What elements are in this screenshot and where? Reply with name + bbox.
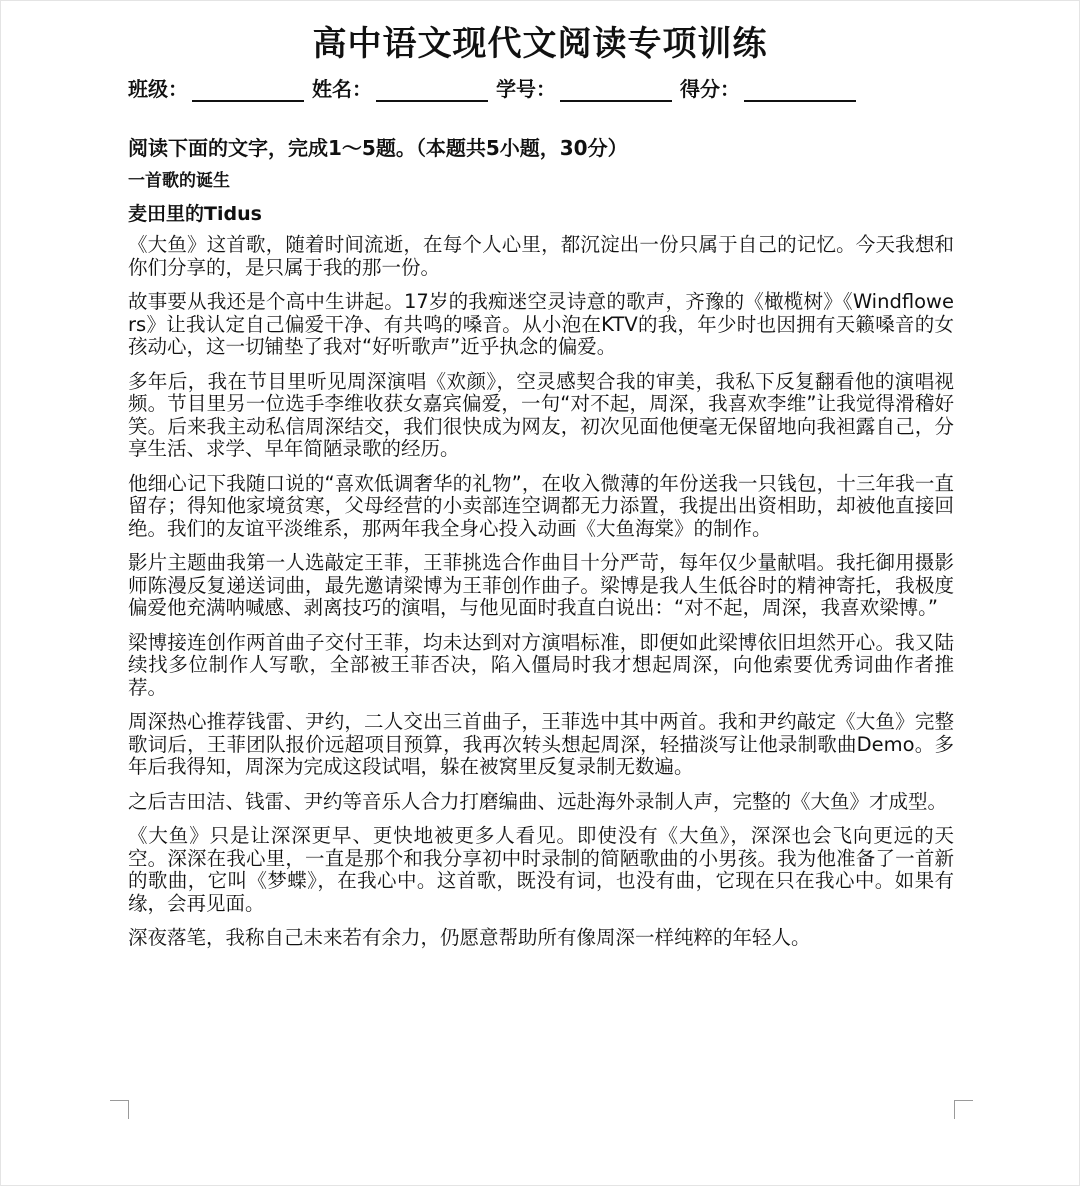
paragraph-4: 他细心记下我随口说的“喜欢低调奢华的礼物”，在收入微薄的年份送我一只钱包，十三年我一直留存；得知他家境贫寒，父母经营的小卖部连空调都无力添置，我提出出资相助，却被他直接回绝。我们的友谊平淡维系，那两年我全身心投入动画《大鱼海棠》的制作。	[128, 471, 954, 540]
paragraph-5: 影片主题曲我第一人选敲定王菲，王菲挑选合作曲目十分严苛，每年仅少量献唱。我托御用摄影师陈漫反复递送词曲，最先邀请梁博为王菲创作曲子。梁博是我人生低谷时的精神寄托，我极度偏爱他充满呐喊感、剥离技巧的演唱，与他见面时我直白说出：“对不起，周深，我喜欢梁博。”	[128, 551, 954, 619]
paragraph-7: 周深热心推荐钱雷、尹约，二人交出三首曲子，王菲选中其中两首。我和尹约敲定《大鱼》完整歌词后，王菲团队报价远超项目预算，我再次转头想起周深，轻描淡写让他录制歌曲Demo。多年后我得知，周深为完成这段试唱，躲在被窝里反复录制无数遍。	[128, 710, 954, 778]
page-corner-mark-right	[954, 1100, 973, 1119]
paragraph-10: 深夜落笔，我称自己未来若有余力，仍愿意帮助所有像周深一样纯粹的年轻人。	[128, 926, 811, 949]
paragraph-1: 《大鱼》这首歌，随着时间流逝，在每个人心里，都沉淀出一份只属于自己的记忆。今天我想和你们分享的，是只属于我的那一份。	[128, 233, 954, 279]
instruction-text: 阅读下面的文字，完成1～5题。（本题共5小题，30分）	[128, 136, 628, 160]
blank-line	[560, 80, 672, 102]
article-title: 一首歌的诞生	[128, 171, 230, 191]
paragraph-9: 《大鱼》只是让深深更早、更快地被更多人看见。即使没有《大鱼》，深深也会飞向更远的天空。深深在我心里，一直是那个和我分享初中时录制的简陋歌曲的小男孩。我为他准备了一首新的歌曲，它叫《梦蝶》，在我心中。这首歌，既没有词，也没有曲，它现在只在我心中。如果有缘，会再见面。	[128, 824, 954, 915]
paragraph-6: 梁博接连创作两首曲子交付王菲，均未达到对方演唱标准，即便如此梁博依旧坦然开心。我又陆续找多位制作人写歌，全部被王菲否决，陷入僵局时我才想起周深，向他索要优秀词曲作者推荐。	[128, 630, 954, 699]
document-body	[128, 134, 954, 962]
info-field-score	[680, 73, 856, 102]
article-author: 麦田里的Tidus	[128, 203, 262, 225]
info-label: 班级：	[128, 77, 188, 101]
info-label: 得分：	[680, 77, 740, 101]
info-field-name	[312, 73, 488, 102]
paragraph-8: 之后吉田洁、钱雷、尹约等音乐人合力打磨编曲、远赴海外录制人声，完整的《大鱼》才成型。	[128, 789, 948, 813]
document-title: 高中语文现代文阅读专项训练	[312, 24, 768, 64]
paragraph-2: 故事要从我还是个高中生讲起。17岁的我痴迷空灵诗意的歌声，齐豫的《橄榄树》《Windflowers》让我认定自己偏爱干净、有共鸣的嗓音。从小泡在KTV的我，年少时也因拥有天籁嗓音的女孩动心，这一切铺垫了我对“好听歌声”近乎执念的偏爱。	[128, 290, 954, 358]
blank-line	[744, 80, 856, 102]
info-label: 学号：	[496, 77, 556, 101]
page-corner-mark-left	[110, 1100, 129, 1119]
info-field-class	[128, 73, 304, 102]
info-field-student-id	[496, 73, 672, 102]
blank-line	[192, 80, 304, 102]
paragraph-3: 多年后，我在节目里听见周深演唱《欢颜》，空灵感契合我的审美，我私下反复翻看他的演唱视频。节目里另一位选手李维收获女嘉宾偏爱，一句“对不起，周深，我喜欢李维”让我觉得滑稽好笑。后来我主动私信周深结交，我们很快成为网友，初次见面他便毫无保留地向我袒露自己，分享生活、求学、早年简陋录歌的经历。	[128, 369, 954, 460]
blank-line	[376, 80, 488, 102]
info-label: 姓名：	[312, 77, 372, 101]
student-info-row	[128, 72, 864, 102]
